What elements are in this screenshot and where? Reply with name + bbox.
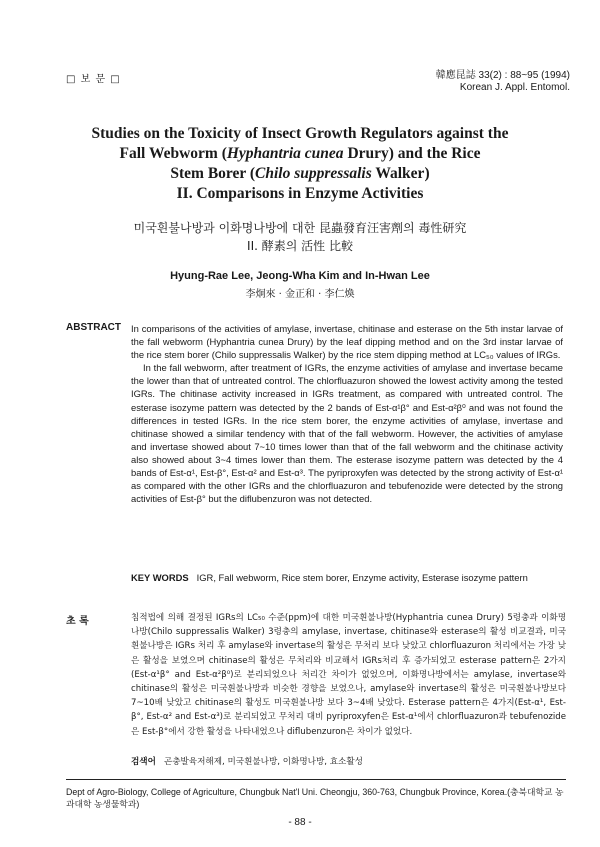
keywords	[131, 572, 571, 583]
paper-title	[40, 124, 560, 204]
title-line-2: Fall Webworm (Hyphantria cunea Drury) and the Rice	[119, 145, 481, 162]
korean-abstract-label: 초 록	[66, 616, 89, 627]
korean-title-line-2: II. 酵素의 活性 比較	[247, 239, 353, 253]
korean-title-line-1: 미국흰불나방과 이화명나방에 대한 昆蟲發育汪害劑의 毒性研究	[133, 221, 467, 235]
page-number: - 88 -	[288, 817, 312, 828]
affiliation: Dept of Agro-Biology, College of Agriculture, Chungbuk Nat'l Uni. Cheongju, 360-763, Chungbuk Province, Korea.(충북대학교 농과대학 농생물학과)	[66, 787, 564, 809]
title-line-1: Studies on the Toxicity of Insect Growth Regulators against the	[91, 125, 509, 142]
footnote-divider	[66, 779, 566, 780]
abstract-paragraph-1: In comparisons of the activities of amylase, invertase, chitinase and esterase on the 5th instar larvae of the fall webworm (Hyphantria cunea Drury) by the leaf dipping method and on the 3rd instar larvae of the rice stem borer (Chilo suppressalis Walker) by the rice stem dipping method at LC₅₀ values of IRGs.	[131, 323, 563, 361]
journal-citation	[436, 70, 570, 94]
abstract-label: ABSTRACT	[66, 322, 121, 333]
section-tag: □ 보 문 □	[66, 74, 121, 85]
journal-ko: 韓應昆誌 33(2) : 88~95 (1994)	[435, 70, 570, 81]
journal-en: Korean J. Appl. Entomol.	[459, 82, 570, 93]
abstract-body	[131, 322, 563, 505]
abstract-paragraph-2: In the fall webworm, after treatment of IGRs, the enzyme activities of amylase and invertase became the lower than that of untreated control. The chlorfluazuron showed the lowest activity among the tested IGRs. The chitinase activity increased in IGRs treatment, as compared with untreated control. The esterase isozyme pattern was detected by the 2 bands of Est-α¹β° and Est-α²β⁰ and was not found the differences in tested IGRs. In the rice stem borer, the enzyme activities of amylase, invertase and chitinase showed a similar tendency with that of the fall webworm. However, the activities of amylase and invertase showed about 7~10 times lower than that of the fall webworm and the chitinase activity also showed about 3~4 times lower than them. The esterase isozyme pattern was detected by the 4 bands of Est-α¹, Est-β°, Est-α² and Est-α³. The pyriproxyfen was detected by the strong activity of Est-α¹ as compared with the other IGRs and the chlorfluazuron and tebufenozide were detected by the strong activities of Est-β° but the diflubenzuron was not detected.	[131, 362, 563, 505]
keywords-text: IGR, Fall webworm, Rice stem borer, Enzyme activity, Esterase isozyme pattern	[196, 572, 528, 583]
authors-ko: 李炯來 · 金正和 · 李仁煥	[245, 289, 355, 300]
korean-keywords-label: 검색어	[131, 757, 156, 767]
korean-abstract-body: 침적법에 의해 결정된 IGRs의 LC₅₀ 수준(ppm)에 대한 미국흰불나방(Hyphantria cunea Drury) 5령충과 이화명나방(Chilo suppressalis Walker) 3령충의 amylase, invertase, chitinase와 esterase의 활성 비교결과, 미국흰불나방은 IGRs 처리 후 amylase와 invertase의 활성은 무처리 보다 낮았고 chlorfluazuron 처리에서는 가장 낮은 활성을 보였으며 chitinase의 활성은 무처리와 비교해서 IGRs처리 후 증가되었고 esterase pattern은 2가지(Est-α¹β° and Est-α²β⁰)로 분리되었으나 처리간 차이가 없었으며, 이화명나방에서는 amylase, invertase와 chitinase의 활성은 미국흰불나방과 비슷한 경향을 보였으나, amylase와 invertase의 활성은 미국흰불나방보다 7~10배 낮았고 chitinase의 활성도 미국흰불나방 보다 3~4배 낮았다. Esterase pattern은 4가지(Est-α¹, Est-β°, Est-α² and Est-α³)로 분리되었고 무처리 대비 pyriproxyfen은 Est-α¹에서 chlorfluazuron과 tebufenozide은 Est-β°에서 강한 활성을 나타내었으나 diflubenzuron은 차이가 없었다.	[131, 613, 566, 737]
korean-keywords-text: 곤충발육저해제, 미국흰불나방, 이화명나방, 효소활성	[163, 757, 363, 767]
korean-title	[40, 219, 560, 255]
keywords-label: KEY WORDS	[131, 572, 189, 583]
title-line-4: II. Comparisons in Enzyme Activities	[176, 185, 424, 202]
korean-keywords	[131, 755, 571, 767]
authors-en: Hyung-Rae Lee, Jeong-Wha Kim and In-Hwan Lee	[170, 270, 430, 282]
title-line-3: Stem Borer (Chilo suppressalis Walker)	[170, 165, 430, 182]
